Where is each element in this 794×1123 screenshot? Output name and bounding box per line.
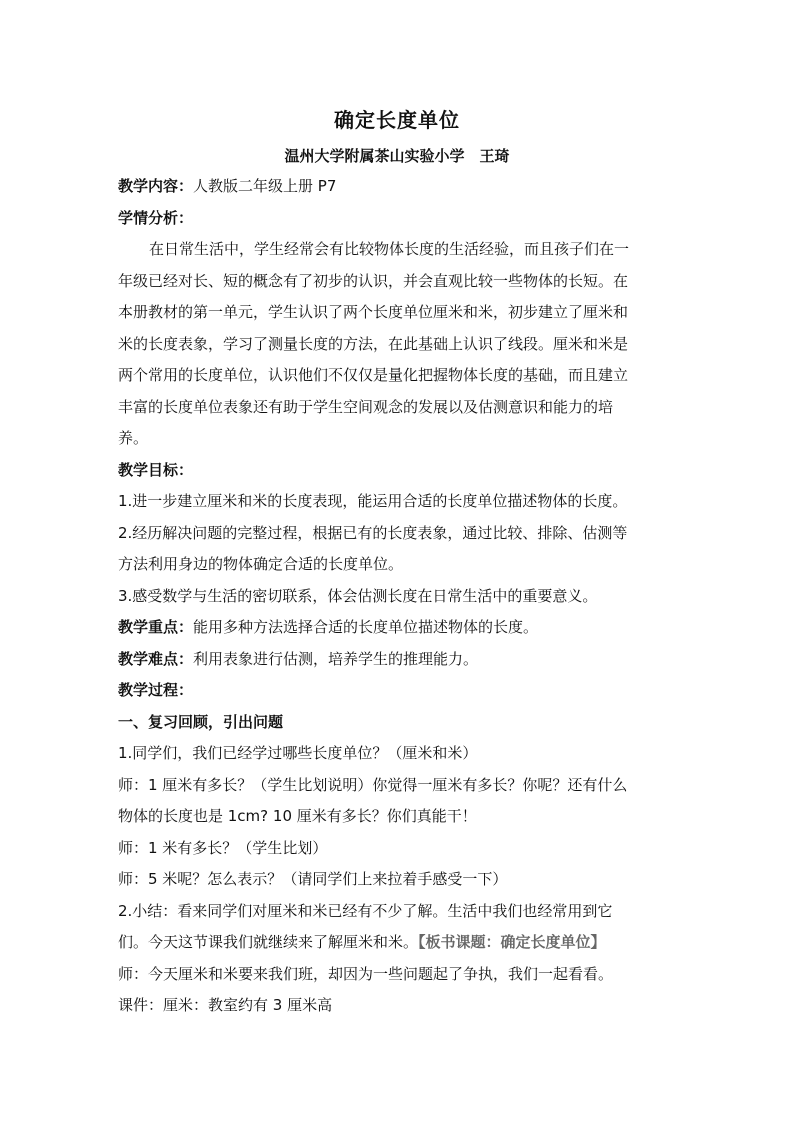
difficulty-text: 利用表象进行估测，培养学生的推理能力。 — [193, 650, 479, 668]
section-1-heading: 一、复习回顾，引出问题 — [118, 713, 284, 731]
board-note: 【板书课题：确定长度单位】 — [418, 933, 606, 951]
analysis-line-6: 丰富的长度单位表象还有助于学生空间观念的发展以及估测意识和能力的培 — [118, 398, 614, 416]
page-title: 确定长度单位 — [334, 108, 460, 132]
process-line-1: 1.同学们，我们已经学过哪些长度单位？（厘米和米） — [118, 744, 478, 762]
analysis-line-3: 本册教材的第一单元，学生认识了两个长度单位厘米和米，初步建立了厘米和 — [118, 303, 629, 321]
content-label: 教学内容： — [118, 177, 194, 195]
process-line-8: 师：今天厘米和米要来我们班，却因为一些问题起了争执，我们一起看看。 — [118, 965, 614, 983]
analysis-line-4: 米的长度表象，学习了测量长度的方法，在此基础上认识了线段。厘米和米是 — [118, 335, 629, 353]
goals-label: 教学目标： — [118, 461, 194, 479]
analysis-line-5: 两个常用的长度单位，认识他们不仅仅是量化把握物体长度的基础，而且建立 — [118, 366, 629, 384]
analysis-line-2: 年级已经对长、短的概念有了初步的认识，并会直观比较一些物体的长短。在 — [118, 272, 629, 290]
process-line-2: 师：1 厘米有多长？（学生比划说明）你觉得一厘米有多长？你呢？还有什么 — [118, 776, 628, 794]
content-text: 人教版二年级上册 P7 — [193, 177, 337, 195]
process-label: 教学过程： — [118, 681, 194, 699]
process-line-9: 课件：厘米：教室约有 3 厘米高 — [118, 996, 333, 1014]
key-text: 能用多种方法选择合适的长度单位描述物体的长度。 — [193, 618, 539, 636]
process-line-6: 2.小结：看来同学们对厘米和米已经有不少了解。生活中我们也经常用到它 — [118, 902, 613, 920]
page-subtitle: 温州大学附属茶山实验小学 王琦 — [284, 147, 510, 165]
analysis-label: 学情分析： — [118, 209, 194, 227]
goal-line-4: 3.感受数学与生活的密切联系，体会估测长度在日常生活中的重要意义。 — [118, 587, 598, 605]
difficulty-label: 教学难点： — [118, 650, 194, 668]
analysis-line-7: 养。 — [118, 429, 149, 447]
difficulty-line — [118, 649, 478, 669]
content-line — [118, 176, 336, 196]
goal-line-2: 2.经历解决问题的完整过程，根据已有的长度表象，通过比较、排除、估测等 — [118, 524, 628, 542]
process-line-4: 师：1 米有多长？（学生比划） — [118, 839, 328, 857]
goal-line-1: 1.进一步建立厘米和米的长度表现，能运用合适的长度单位描述物体的长度。 — [118, 492, 628, 510]
goal-line-3: 方法利用身边的物体确定合适的长度单位。 — [118, 555, 404, 573]
key-label: 教学重点： — [118, 618, 194, 636]
key-line — [118, 617, 538, 637]
analysis-line-1: 在日常生活中，学生经常会有比较物体长度的生活经验，而且孩子们在一 — [149, 240, 630, 258]
process-line-7 — [118, 932, 606, 952]
process-line-7-text: 们。今天这节课我们就继续来了解厘米和米。 — [118, 933, 419, 951]
process-line-5: 师：5 米呢？怎么表示？（请同学们上来拉着手感受一下） — [118, 870, 508, 888]
process-line-3: 物体的长度也是 1cm? 10 厘米有多长？你们真能干！ — [118, 807, 477, 825]
